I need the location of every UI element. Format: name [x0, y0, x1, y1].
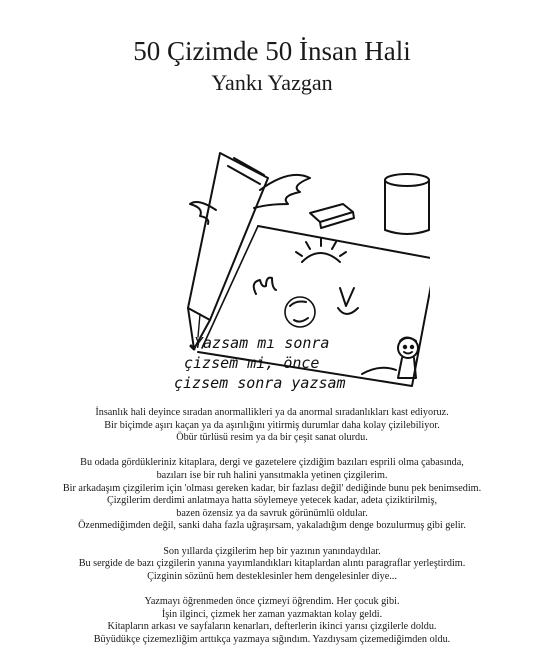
sketch-illustration: [150, 138, 430, 400]
text-line: bazen özensiz ya da savruk görünümlü oldular.: [176, 507, 368, 519]
text-line: Bir biçimde aşırı kaçan ya da aşırılığını yitirmiş durumlar daha kolay çizilebiliyor.: [104, 419, 440, 431]
text-line: İşin ilginci, çizmek her zaman yazmaktan kolay geldi.: [161, 608, 383, 620]
handwriting-line-1: Yazsam mı sonra: [194, 334, 330, 352]
paragraph: [0, 457, 544, 533]
handwriting-line-2: çizsem mi, önce: [184, 354, 320, 372]
text-line: İnsanlık hali deyince sıradan anormallikleri ya da anormal sıradanlıkları kast ediyoruz.: [95, 407, 449, 418]
text-line: Büyüdükçe çizemezliğim arttıkça yazmaya sığındım. Yazdıysam çizemediğimden oldu.: [93, 633, 451, 645]
text-line: Öbür türlüsü resim ya da bir çeşit sanat olurdu.: [176, 432, 368, 444]
text-line: Son yıllarda çizgilerim hep bir yazının yanındaydılar.: [163, 545, 381, 557]
paragraph: [0, 407, 544, 445]
text-line: Kitapların arkası ve sayfaların kenarları, defterlerin ikinci yarısı çizgilerle doldu.: [107, 621, 437, 633]
text-line: Çizgilerim derdimi anlatmaya hatta söylemeye yetecek kadar, adeta çiziktirilmiş,: [107, 495, 437, 507]
text-line: Bu odada gördükleriniz kitaplara, dergi ve gazetelere çizdiğim bazıları esprili olma çabasında,: [80, 457, 464, 469]
body-text: [0, 407, 544, 646]
handwriting-line-3: çizsem sonra yazsam: [174, 374, 346, 392]
paragraph: [0, 596, 544, 646]
paragraph: [0, 546, 544, 584]
text-line: bazıları ise bir ruh halini yansıtmakla yetinen çizgilerim.: [156, 469, 388, 481]
text-line: Çizginin sözünü hem desteklesinler hem dengelesinler diye...: [147, 570, 397, 582]
text-line: Özenmediğimden değil, sanki daha fazla uğraşırsam, yakaladığım denge bozulurmuş gibi gelir.: [78, 520, 466, 532]
text-line: Bu sergide de bazı çizgilerin yanına yayımlandıkları kitaplardan alıntı paragraflar yerleştirdim.: [78, 558, 466, 570]
author-name: Yankı Yazgan: [211, 70, 333, 95]
text-line: Yazmayı öğrenmeden önce çizmeyi öğrendim. Her çocuk gibi.: [144, 595, 400, 607]
text-line: Bir arkadaşım çizgilerim için 'olması gereken kadar, bir fazlası değil' dediğinde bunu pek benimsedim.: [62, 482, 482, 494]
page-title: 50 Çizimde 50 İnsan Hali: [133, 36, 411, 66]
